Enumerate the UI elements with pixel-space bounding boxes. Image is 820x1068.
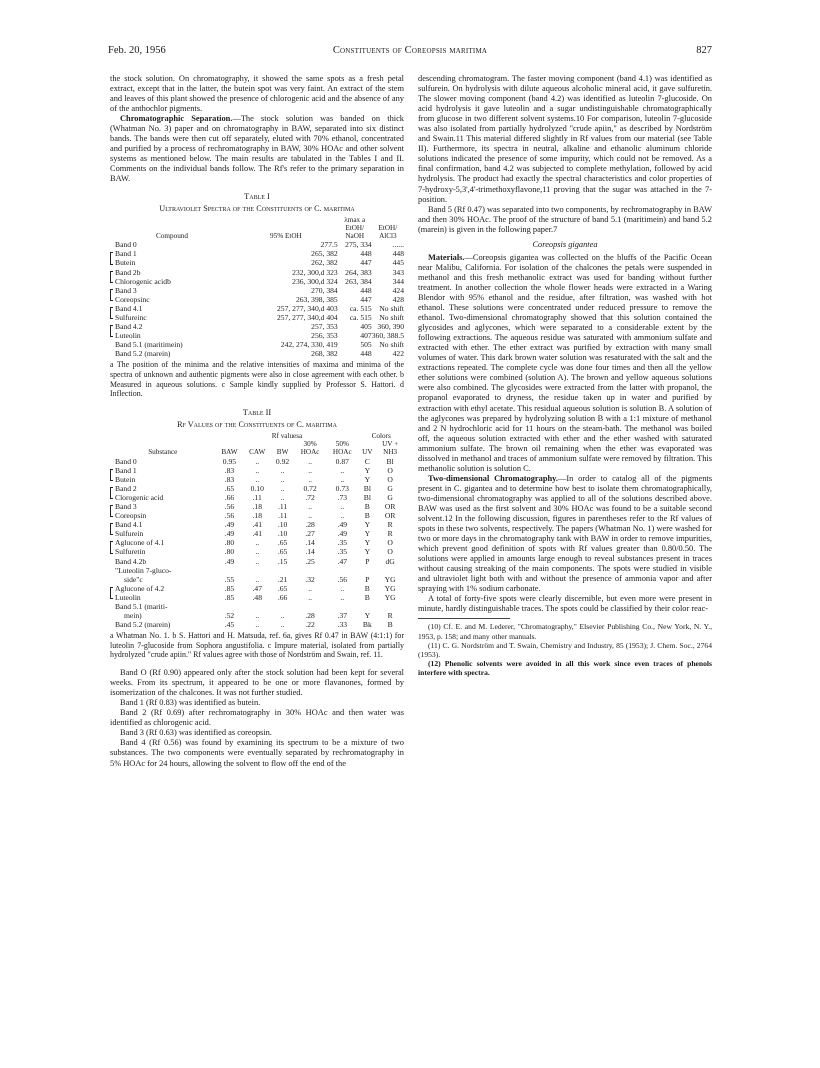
t2-cell-uv-nh3: YG (384, 583, 396, 593)
t2-cell-uv-nh3: O (387, 547, 393, 557)
t2-cell-caw: .. (255, 611, 260, 621)
table-2-footnote: a Whatman No. 1. b S. Hattori and H. Matsuda, ref. 6a, gives Rf 0.47 in BAW (4:1:1) for luteolin 7-glucoside from Sophora angustifolia. c Impure material, isolated from partially hydrolyzed "crude apiin." Rf values agree with those of Nordström and Swain, ref. 11. (110, 631, 404, 660)
paragraph: descending chromatogram. The faster moving component (band 4.1) was identified as sulfurein. On hydrolysis with dilute aqueous alcoholic mineral acid, it gave sulfuretin. The slower moving component (band 4.2) was identified as luteolin 7-glucoside. On acid hydrolysis it gave luteolin and a sugar undistinguishable chromatographically from glucose in two different solvent systems.10 For comparison, luteolin 7-glucoside was also isolated from partially hydrolyzed "crude apiin," as described by Nordström and Swain.11 This material differed slightly in Rf values from our material (see Table II). Furthermore, its spectra in neutral, alkaline and ethanolic aluminum chloride solutions indicated the presence of some impurity, which could not be removed. As a final confirmation, band 4.2 was subjected to complete methylation, followed by acid hydrolysis. The product had exactly the spectral characteristics and color properties of 7-hydroxy-5,3',4'-trimethoxyflavone,11 proving that the sugar was attached in the 7-position. (418, 74, 712, 204)
t2-cell-baw: .49 (224, 529, 235, 539)
t1-cell-naoh: 264, 383 (345, 267, 372, 277)
t1-cell-etoh: 257, 277, 340,d 403 (276, 303, 338, 313)
t2-cell-bw: .15 (277, 556, 288, 566)
t2-cell-hoac50: .47 (337, 556, 348, 566)
t2-cell-uv: Bk (362, 620, 372, 630)
t2-cell-hoac50: .49 (337, 520, 348, 530)
table-row (110, 475, 404, 484)
t2-cell-substance: "Luteolin 7-gluco- (115, 565, 172, 575)
t2-cell-substance: Butein (110, 475, 216, 484)
t1-cell-alcl: 360, 390 (377, 322, 404, 332)
t2-cell-baw: .85 (224, 583, 235, 593)
t2-head-30: 30% (303, 440, 317, 449)
t1-cell-compound: Chlorogenic acidb (110, 277, 234, 286)
t1-cell-compound: Sulfureinc (110, 313, 234, 322)
t1-cell-alcl: No shift (379, 312, 404, 322)
t2-cell-uv: Y (364, 538, 371, 548)
t2-cell-uv-nh3: B (387, 620, 393, 630)
t2-cell-baw: .83 (224, 465, 235, 475)
t2-cell-hoac50: .. (340, 474, 345, 484)
t2-cell-uv-nh3 (376, 566, 404, 575)
t2-cell-baw: .80 (224, 547, 235, 557)
t1-cell-etoh: 236, 300,d 324 (292, 276, 338, 286)
table-row (110, 511, 404, 520)
t1-cell-etoh: 256, 353 (311, 331, 338, 341)
t2-cell-substance: Band 2 (110, 484, 216, 493)
t1-cell-naoh: 407 (360, 331, 372, 341)
t1-cell-compound: Luteolin (110, 331, 234, 340)
table-1-footnote: a The position of the minima and the relative intensities of maxima and minima of the spectra of unknown and authentic pigments were also in close agreement with each other. b Measured in aqueous solutions. c Sample kindly supplied by Professor S. Hattori. d Inflection. (110, 360, 404, 399)
t2-cell-caw: 0.10 (250, 483, 264, 493)
running-header (108, 44, 712, 58)
t2-cell-substance: mein) (124, 611, 142, 621)
t2-cell-hoac30: .27 (305, 529, 315, 539)
t2-cell-hoac50: .37 (337, 611, 348, 621)
t2-cell-caw: .18 (252, 511, 262, 521)
t1-cell-naoh: ca. 515 (349, 303, 372, 313)
t2-cell-substance: Clorogenic acid (110, 493, 216, 502)
paragraph (418, 253, 712, 474)
t2-cell-hoac30: .25 (305, 556, 315, 566)
t1-cell-naoh: 448 (360, 285, 372, 295)
t2-cell-hoac50: 0.87 (335, 456, 349, 466)
t2-cell-baw: .55 (224, 574, 235, 584)
t2-cell-hoac30: .72 (305, 492, 315, 502)
t2-cell-hoac50: .56 (337, 574, 348, 584)
t2-cell-caw: .47 (252, 583, 262, 593)
t2-cell-caw: .18 (252, 501, 262, 511)
t2-cell-substance: Band 4.1 (110, 520, 216, 529)
t2-cell-bw: .11 (277, 511, 288, 521)
t2-cell-baw: .80 (224, 538, 235, 548)
table-row (110, 349, 404, 358)
t2-cell-uv: Y (364, 520, 371, 530)
run-in-heading: Two-dimensional Chromatography. (428, 473, 558, 483)
t2-cell-bw: .. (280, 465, 285, 475)
t2-cell-uv-nh3: O (387, 538, 393, 548)
table-1-label: Table I (244, 191, 270, 201)
t2-cell-uv: Y (364, 611, 371, 621)
t2-cell-hoac30: 0.72 (303, 483, 317, 493)
table-row (110, 620, 404, 629)
run-in-heading: Chromatographic Separation. (120, 114, 233, 124)
t2-cell-caw (243, 602, 271, 611)
t2-cell-uv: Y (364, 529, 371, 539)
table-row (110, 611, 404, 620)
reference-11: (11) C. G. Nordström and T. Swain, Chemistry and Industry, 85 (1953); J. Chem. Soc., 2764 (1953). (418, 640, 712, 659)
t2-cell-uv: P (365, 556, 370, 566)
t2-cell-hoac50 (326, 602, 358, 611)
paragraph: the stock solution. On chromatography, it showed the same spots as a fresh petal extract, except that in the latter, the butein spot was very faint. An extract of the stem and leaves of this plant showed the presence of chlorogenic acid and the absence of any of the anthochlor pigments. (110, 74, 404, 114)
t1-head-naoh: EtOH/ NaOH (345, 223, 365, 241)
right-column (418, 74, 712, 677)
t2-cell-caw: .41 (252, 529, 262, 539)
t2-head-substance: Substance (148, 448, 178, 457)
t1-cell-compound: Band 0 (115, 240, 137, 250)
t2-cell-bw: .10 (277, 529, 288, 539)
running-title: Constituents of Coreopsis maritima (332, 45, 488, 56)
t1-cell-naoh: 505 (360, 340, 372, 350)
t1-cell-alcl: No shift (379, 340, 404, 350)
t2-cell-substance: Band 5.2 (marein) (115, 620, 171, 630)
paragraph: Band 2 (Rf 0.69) after rechromatography in 30% HOAc and then water was identified as chlorogenic acid. (110, 708, 404, 728)
t2-cell-hoac50: .35 (337, 547, 348, 557)
t2-cell-uv: B (364, 511, 370, 521)
table-2-label: Table II (242, 407, 272, 417)
paragraph (110, 114, 404, 184)
t2-cell-uv: Y (364, 474, 371, 484)
t2-cell-uv-nh3: G (387, 492, 393, 502)
t2-cell-baw: .56 (224, 501, 235, 511)
table-row (110, 484, 404, 493)
t2-cell-uv-nh3: OR (384, 511, 396, 521)
t2-cell-bw: .. (280, 611, 285, 621)
table-row (110, 547, 404, 556)
t1-cell-naoh: 447 (360, 294, 372, 304)
t2-cell-baw: 0.95 (222, 456, 237, 466)
table-row (110, 557, 404, 566)
paragraph-text: —The stock solution was banded on thick (Whatman No. 3) paper and on chromatography in BAW, separated into six distinct bands. The bands were then cut off separately, eluted with 70% ethanol, concentrated and purified by a process of rechromatography in BAW, 30% HOAc and other solvent systems as mentioned below. The main results are tabulated in the Tables I and II. Comments on the individual bands follow. The Rf's refer to the primary separation in BAW. (110, 114, 404, 184)
table-row (110, 502, 404, 511)
t2-cell-hoac30: .. (308, 474, 312, 484)
t2-cell-bw: .11 (277, 501, 288, 511)
t2-cell-baw: .66 (224, 492, 235, 502)
t2-cell-substance: Aglucone of 4.1 (110, 538, 216, 547)
header-date: Feb. 20, 1956 (108, 45, 166, 56)
t1-cell-alcl: 445 (392, 258, 404, 268)
t2-cell-caw: .41 (252, 520, 262, 530)
t1-cell-etoh: 270, 384 (311, 285, 338, 295)
t1-cell-etoh: 257, 353 (311, 322, 338, 332)
table-row (110, 240, 404, 249)
t1-cell-etoh: 268, 382 (311, 349, 338, 359)
t2-cell-baw: .49 (224, 556, 235, 566)
t2-cell-hoac30 (294, 602, 326, 611)
t1-cell-naoh: 448 (360, 349, 372, 359)
t2-cell-baw: .52 (224, 611, 235, 621)
t1-head-alcl: EtOH/ AlCl3 (378, 223, 398, 241)
t2-cell-caw (243, 566, 271, 575)
table-row (110, 258, 404, 267)
t2-cell-uv-nh3: dG (385, 556, 395, 566)
t1-head-etoh: 95% EtOH (270, 232, 302, 241)
t1-cell-etoh: 277.5 (320, 240, 338, 250)
t2-cell-baw: .83 (224, 474, 235, 484)
t2-cell-hoac50: .. (340, 583, 345, 593)
table-row (110, 331, 404, 340)
t1-cell-alcl: 448 (392, 249, 404, 259)
table-row (110, 493, 404, 502)
t2-cell-substance: Band 3 (110, 502, 216, 511)
table-row (110, 602, 404, 611)
t1-cell-compound: Band 4.1 (110, 304, 234, 313)
t2-cell-baw: .49 (224, 520, 235, 530)
t1-cell-compound: Coreopsinc (110, 295, 234, 304)
t2-cell-uv-nh3: YG (384, 574, 396, 584)
table-row (110, 313, 404, 322)
paragraph: Band O (Rf 0.90) appeared only after the stock solution had been kept for several weeks. From its spectrum, it appeared to be one or more flavanones, formed by isomerization of the chalcones. It was not further studied. (110, 668, 404, 698)
t2-cell-hoac30: .32 (305, 574, 315, 584)
t1-cell-etoh: 265, 382 (311, 249, 338, 259)
t2-cell-hoac30: .28 (305, 520, 315, 530)
t2-head-50: 50% (335, 440, 349, 449)
t2-cell-hoac30: .22 (305, 620, 315, 630)
left-column (110, 74, 404, 769)
reference-10: (10) Cf. E. and M. Lederer, "Chromatography," Elsevier Publishing Co., New York, N. Y., 1953, p. 158; and many other manuals. (418, 622, 712, 641)
t2-cell-uv: C (364, 456, 370, 466)
t2-cell-uv: Y (364, 547, 371, 557)
t2-cell-caw: .. (255, 465, 260, 475)
t2-cell-uv-nh3: OR (384, 501, 396, 511)
t2-cell-hoac30: .. (308, 465, 312, 475)
t2-cell-caw: .. (255, 556, 260, 566)
t2-cell-uv (358, 566, 376, 575)
table-row (110, 322, 404, 331)
table-row (110, 340, 404, 349)
t2-cell-hoac30: .14 (305, 538, 315, 548)
t1-cell-alcl: 360, 388.5 (371, 331, 404, 341)
t2-cell-uv-nh3: YG (384, 592, 396, 602)
t1-cell-etoh: 263, 398, 385 (295, 294, 338, 304)
t1-cell-alcl: No shift (379, 303, 404, 313)
t1-cell-naoh: 447 (360, 258, 372, 268)
t2-cell-uv-nh3: O (387, 474, 393, 484)
table-row (110, 286, 404, 295)
t1-cell-compound: Band 2b (110, 268, 234, 277)
t2-cell-bw: .10 (277, 520, 288, 530)
t2-cell-substance: Band 0 (115, 456, 137, 466)
t2-cell-caw: .. (255, 474, 260, 484)
t2-cell-substance: Band 1 (110, 466, 216, 475)
t2-cell-substance: Sulfuretin (110, 547, 216, 556)
t2-cell-uv: P (365, 574, 370, 584)
paragraph (418, 474, 712, 595)
t2-cell-hoac30: .28 (305, 611, 315, 621)
t1-cell-compound: Band 4.2 (110, 322, 234, 331)
reference-12: (12) Phenolic solvents were avoided in all this work since even traces of phenols interfere with spectra. (418, 658, 712, 677)
table-row (110, 529, 404, 538)
footnote-rule (418, 618, 510, 619)
t2-cell-hoac50 (326, 566, 358, 575)
t2-cell-bw: .. (280, 483, 285, 493)
t2-cell-bw: 0.92 (275, 456, 290, 466)
t1-cell-compound: Band 3 (110, 286, 234, 295)
t2-cell-substance: Band 4.2b (115, 556, 147, 566)
t2-cell-caw: .. (255, 456, 260, 466)
t1-cell-compound: Butein (110, 258, 234, 267)
t2-cell-substance: Sulfurein (110, 529, 216, 538)
t2-cell-substance: Band 5.1 (mariti- (115, 602, 168, 612)
t1-cell-etoh: 262, 382 (311, 258, 338, 268)
t2-cell-bw (271, 602, 294, 611)
t2-cell-bw: .21 (277, 574, 288, 584)
t2-cell-hoac30: .. (308, 583, 312, 593)
t2-cell-hoac50: .49 (337, 529, 348, 539)
t1-cell-etoh: 242, 274, 330, 419 (280, 340, 338, 350)
paragraph: Band 3 (Rf 0.63) was identified as coreopsin. (120, 728, 272, 738)
table-2-title: Rf Values of the Constituents of C. maritima (177, 419, 337, 429)
t1-cell-compound: Band 5.2 (marein) (115, 349, 171, 359)
table-row (110, 304, 404, 313)
t2-head-bw: BW (276, 448, 289, 457)
t2-cell-bw: .65 (277, 538, 288, 548)
t2-cell-caw: .. (255, 547, 260, 557)
t1-cell-naoh: ca. 515 (349, 312, 372, 322)
t2-cell-bw: .65 (277, 547, 288, 557)
table-row (110, 520, 404, 529)
paragraph: Band 5 (Rf 0.47) was separated into two components, by rechromatography in BAW and then 30% HOAc. The proof of the structure of band 5.1 (maritimein) and band 5.2 (marein) is given in the following paper.7 (418, 204, 712, 234)
t2-cell-substance: Coreopsin (110, 511, 216, 520)
t2-cell-hoac30: .. (308, 592, 312, 602)
t2-head-baw: BAW (221, 448, 238, 457)
t2-cell-uv-nh3: R (387, 520, 393, 530)
t2-head-hoac30: HOAc (300, 448, 320, 457)
t2-cell-hoac50: .. (340, 465, 345, 475)
t1-cell-alcl: 422 (392, 349, 404, 359)
section-subheading: Coreopsis gigantea (532, 239, 598, 249)
t1-cell-naoh: 448 (360, 249, 372, 259)
t1-cell-etoh: 232, 300,d 323 (292, 267, 338, 277)
t2-cell-hoac50: 0.73 (335, 483, 349, 493)
t1-cell-compound: Band 1 (110, 249, 234, 258)
t2-cell-substance: Luteolin (110, 593, 216, 602)
paragraph-text: —Coreopsis gigantea was collected on the bluffs of the Pacific Ocean near Malibu, California. For isolation of the chalcones the petals were suspended in methanol and this fresh methanolic extract was used for banding without further treatment. In another collection the whole flower heads were extracted in a Waring Blendor with 95% ethanol and the residue, after filtration, was washed with hot ethanol. These solutions were concentrated under reduced pressure to remove the ethanol. Two-dimensional chromatography showed that this solution contained the glycosides and aglycones, which were separated to a considerable extent by the following extractions. The aqueous residue was saturated with ammonium sulfate and extracted with ether. The ether extract was purified by extraction with many small volumes of water. This dark brown water solution was resaturated with the salt and the extractions repeated. The complete cycle was done four times and then all the yellow ether solutions were combined (solution A). The brown and yellow aqueous solutions were also combined. The glycosides were extracted from the latter with propanol, the propanol evaporated to dryness, the residue taken up in water and purified by extraction with ethyl acetate. This residual aqueous solution is solution B. A solution of the aglycones was prepared by hydrolyzing solution B with a 1:1 mixture of methanol and 2 N hydrochloric acid for 11 hours on the steam-bath. The methanol was boiled off, the aqueous solution extracted with ether and the ether washed with saturated ammonium sulfate. The brown oil remaining when the ether was evaporated was dissolved in methanol and traces of ammonium sulfate were removed by filtration. This methanolic solution is solution C. (418, 252, 712, 473)
t2-cell-uv: B (364, 592, 370, 602)
t2-cell-caw: .. (255, 620, 260, 630)
table-row (110, 295, 404, 304)
t2-cell-hoac30: .. (308, 511, 312, 521)
t2-cell-hoac50: .. (340, 592, 345, 602)
t2-cell-uv: B (364, 583, 370, 593)
table-row (110, 466, 404, 475)
t2-cell-bw: .66 (277, 592, 288, 602)
t2-cell-hoac30: .. (308, 456, 312, 466)
t2-head-nh3: NH3 (383, 448, 398, 457)
t2-cell-uv-nh3: G (387, 483, 393, 493)
t2-head-colors: Colors (371, 431, 391, 440)
paragraph: Band 4 (Rf 0.56) was found by examining its spectrum to be a mixture of two substances. The two components were eventually separated by rechromatography in 5% HOAc for 24 hours, allowing the solvent to flow off the end of the (110, 738, 404, 768)
table-row (110, 249, 404, 258)
run-in-heading: Materials. (428, 252, 465, 262)
t2-cell-substance: Aglucone of 4.2 (110, 584, 216, 593)
t1-head-compound: Compound (156, 232, 188, 241)
t1-cell-alcl: ...... (392, 240, 404, 250)
t2-cell-hoac50: .. (340, 501, 345, 511)
t2-cell-hoac50: .. (340, 511, 345, 521)
t2-cell-caw: .48 (252, 592, 262, 602)
t1-cell-alcl: 424 (392, 285, 404, 295)
table-row (110, 457, 404, 466)
t2-cell-uv (358, 602, 376, 611)
t1-head-lambda: λmax a (344, 215, 366, 224)
t1-cell-naoh: 405 (360, 322, 372, 332)
t2-cell-hoac50: .35 (337, 538, 348, 548)
paragraph: A total of forty-five spots were clearly discernible, but even more were present in minute, hardly distinguishable traces. The spots could be classified by their color reac- (418, 594, 712, 614)
t2-cell-uv: B (364, 501, 370, 511)
t2-cell-baw (216, 602, 244, 611)
table-row (110, 268, 404, 277)
t2-cell-uv-nh3 (376, 602, 404, 611)
t2-head-rf-values: Rf valuesa (271, 431, 303, 440)
paragraph: Band 1 (Rf 0.83) was identified as butein. (120, 698, 261, 708)
table-row (110, 277, 404, 286)
t2-cell-uv-nh3: R (387, 529, 393, 539)
t2-head-hoac50: HOAc (332, 448, 352, 457)
t1-cell-naoh: 263, 384 (345, 276, 372, 286)
t2-cell-baw: .65 (224, 483, 235, 493)
t1-cell-alcl: 344 (392, 276, 404, 286)
table-row (110, 575, 404, 584)
t1-cell-alcl: 343 (392, 267, 404, 277)
table-row (110, 593, 404, 602)
t2-cell-caw: .11 (252, 492, 262, 502)
t1-cell-compound: Band 5.1 (maritimein) (115, 340, 183, 350)
t2-cell-bw: .65 (277, 583, 288, 593)
table-1 (110, 216, 404, 359)
table-row (110, 538, 404, 547)
t2-cell-uv-nh3: R (387, 611, 393, 621)
t2-head-caw: CAW (249, 448, 266, 457)
t2-cell-baw: .85 (224, 592, 235, 602)
t2-head-uv: UV (362, 448, 373, 457)
t2-cell-bw: .. (280, 620, 285, 630)
table-row (110, 584, 404, 593)
t2-cell-bw (271, 566, 294, 575)
t2-cell-baw: .45 (224, 620, 235, 630)
t2-cell-hoac50: .33 (337, 620, 348, 630)
t2-cell-uv: Bl (363, 492, 371, 502)
t2-head-uvplus: UV + (382, 440, 399, 449)
t2-cell-uv: Bl (363, 483, 371, 493)
table-row (110, 566, 404, 575)
page-number: 827 (696, 45, 712, 56)
t2-cell-uv: Y (364, 465, 371, 475)
t2-cell-bw: .. (280, 474, 285, 484)
t2-cell-hoac50: .73 (337, 492, 348, 502)
t2-cell-baw: .56 (224, 511, 235, 521)
t2-cell-hoac30 (294, 566, 326, 575)
t1-cell-naoh: 275, 334 (345, 240, 372, 250)
t2-cell-caw: .. (255, 574, 260, 584)
t2-cell-hoac30: .. (308, 501, 312, 511)
t2-cell-hoac30: .14 (305, 547, 315, 557)
t2-cell-uv-nh3: O (387, 465, 393, 475)
t2-cell-substance: side"c (124, 574, 143, 584)
t2-cell-baw (216, 566, 244, 575)
paragraph-text: —In order to catalog all of the pigments present in C. gigantea and to determine how best to isolate them chromatographically, two-dimensional chromatography was applied to all of the solutions described above. BAW was used as the first solvent and 30% HOAc was found to be a suitable second solvent.12 In the following discussion, figures in parentheses refer to the Rf values of spots in these two solvents, respectively. The papers (Whatman No. 1) were washed for two or more days in the chromatography tank with BAW in order to remove impurities, which prevent good definition of spots with Rf values greater than 0.80/0.50. The solutions were applied in amounts large enough to reveal substances present in traces without causing streaking of the main components. The spots were studied in visible and ultraviolet light both with and without the presence of ammonia vapor and after spraying with 1% sodium carbonate. (418, 473, 712, 594)
t2-cell-caw: .. (255, 538, 260, 548)
t2-cell-bw: .. (280, 492, 285, 502)
table-2 (110, 432, 404, 629)
table-1-title: Ultraviolet Spectra of the Constituents of C. maritima (159, 203, 355, 213)
t1-cell-etoh: 257, 277, 340,d 404 (276, 312, 338, 322)
t1-cell-alcl: 428 (392, 294, 404, 304)
t2-cell-uv-nh3: Bl (386, 456, 394, 466)
